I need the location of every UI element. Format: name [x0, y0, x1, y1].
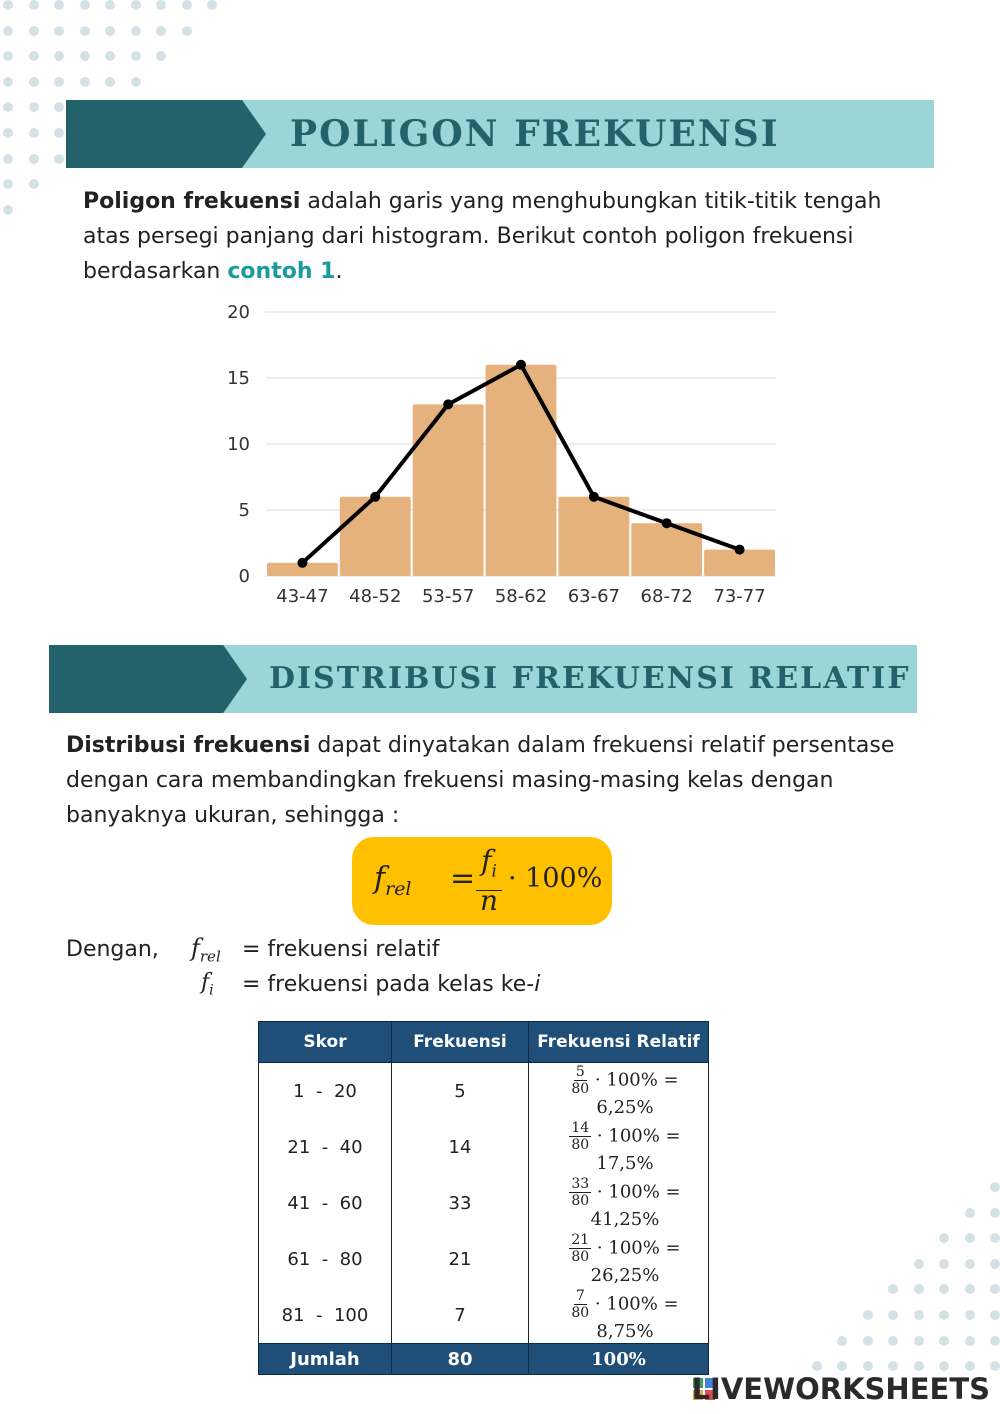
decorative-dot [863, 1361, 873, 1371]
decorative-dot [131, 26, 141, 36]
formula-rel-sub: rel [385, 878, 412, 900]
decorative-dot [54, 128, 64, 138]
decorative-dot [863, 1336, 873, 1346]
decorative-dot [914, 1336, 924, 1346]
cell-skor: 21 - 40 [259, 1119, 392, 1175]
polygon-point [662, 518, 672, 528]
cell-frekuensi: 14 [392, 1119, 529, 1175]
legend-symbol: f [201, 970, 210, 995]
section-banner-distribusi [49, 645, 917, 713]
cell-skor: 61 - 80 [259, 1231, 392, 1287]
formula-fi: f [481, 844, 492, 877]
legend-subscript: rel [199, 947, 221, 966]
decorative-dot [914, 1259, 924, 1269]
table-footer-row [259, 1344, 709, 1375]
decorative-dot [182, 0, 192, 10]
relative-frequency-table [258, 1021, 709, 1375]
decorative-dot [990, 1259, 1000, 1269]
decorative-dot [939, 1259, 949, 1269]
table-row [259, 1119, 709, 1175]
decorative-dot [990, 1182, 1000, 1192]
footer-percent: 100% [529, 1344, 709, 1375]
contoh-link[interactable]: contoh 1 [227, 259, 336, 284]
liveworksheets-brand: LIVEWORKSHEETS [691, 1372, 990, 1406]
relative-value: · 100% = 17,5% [596, 1125, 681, 1174]
formula-lhs [374, 861, 412, 900]
relative-value: · 100% = 26,25% [590, 1237, 681, 1286]
table-header-row [259, 1022, 709, 1063]
decorative-dot [990, 1233, 1000, 1243]
polygon-point [735, 545, 745, 555]
footer-total: 80 [392, 1344, 529, 1375]
fraction-denominator: 80 [571, 1193, 590, 1209]
decorative-dot [29, 77, 39, 87]
decorative-dot [80, 0, 90, 10]
decorative-dot [939, 1361, 949, 1371]
fraction-numerator: 5 [575, 1064, 585, 1080]
fraction-numerator: 7 [575, 1288, 585, 1304]
legend-intro: Dengan, [66, 937, 159, 962]
decorative-dot [3, 102, 13, 112]
relative-value: · 100% = 6,25% [594, 1069, 679, 1118]
decorative-dot [156, 51, 166, 61]
legend-symbol: f [191, 934, 200, 962]
histogram-bar [558, 497, 629, 576]
term-distribusi: Distribusi frekuensi [66, 733, 311, 758]
decorative-dot [54, 26, 64, 36]
cell-skor: 41 - 60 [259, 1175, 392, 1231]
decorative-dot [990, 1284, 1000, 1294]
distribusi-definition [66, 728, 896, 833]
cell-frekuensi: 33 [392, 1175, 529, 1231]
decorative-dot [105, 77, 115, 87]
relative-value: · 100% = 8,75% [594, 1293, 679, 1342]
cell-frekuensi-relatif [529, 1231, 709, 1287]
decorative-dot [939, 1336, 949, 1346]
fraction-numerator: 33 [571, 1176, 590, 1192]
legend-desc-frel: = frekuensi relatif [242, 937, 440, 962]
decorative-dot [29, 102, 39, 112]
decorative-dot [939, 1233, 949, 1243]
decorative-dot [29, 179, 39, 189]
polygon-point [589, 492, 599, 502]
table-row [259, 1175, 709, 1231]
x-tick-label: 58-62 [494, 586, 548, 607]
fraction-numerator: 21 [571, 1232, 590, 1248]
poligon-definition-text: adalah garis yang menghubungkan titik-titik tengah atas persegi panjang dari histogram. Berikut contoh poligon frekuensi berdasarkan [83, 189, 882, 284]
decorative-dot [965, 1284, 975, 1294]
x-tick-label: 68-72 [640, 586, 693, 607]
decorative-dot [105, 26, 115, 36]
section-banner-poligon [66, 100, 934, 168]
relative-frequency-formula [352, 837, 612, 925]
fraction-denominator: 80 [571, 1249, 590, 1265]
decorative-dot [54, 154, 64, 164]
cell-skor: 1 - 20 [259, 1063, 392, 1120]
formula-rhs: · 100% [508, 863, 603, 894]
banner-accent-shape [66, 100, 266, 168]
decorative-dot [80, 51, 90, 61]
decorative-dot [156, 26, 166, 36]
legend-desc-fi [242, 972, 540, 997]
decorative-dot [965, 1336, 975, 1346]
cell-frekuensi: 21 [392, 1231, 529, 1287]
y-tick-label: 20 [227, 302, 250, 323]
decorative-dot [3, 77, 13, 87]
table-row [259, 1287, 709, 1344]
footer-jumlah: Jumlah [259, 1344, 392, 1375]
decorative-dot [207, 0, 217, 10]
decorative-dot [105, 51, 115, 61]
decorative-dot [3, 26, 13, 36]
decorative-dot [54, 0, 64, 10]
fraction [569, 1232, 591, 1265]
polygon-point [297, 558, 307, 568]
section-title-poligon: POLIGON FREKUENSI [290, 113, 780, 155]
cell-frekuensi-relatif [529, 1287, 709, 1344]
x-tick-label: 53-57 [421, 586, 475, 607]
y-tick-label: 15 [227, 368, 250, 389]
decorative-dot [80, 26, 90, 36]
y-tick-label: 10 [227, 434, 250, 455]
header-frekuensi: Frekuensi [392, 1022, 529, 1063]
polygon-point [370, 492, 380, 502]
decorative-dot [914, 1284, 924, 1294]
decorative-dot [3, 128, 13, 138]
decorative-dot [29, 26, 39, 36]
decorative-dot [888, 1310, 898, 1320]
distribusi-definition-text: dapat dinyatakan dalam frekuensi relatif persentase dengan cara membandingkan frekuensi masing-masing kelas dengan banyaknya ukuran, sehingga : [66, 733, 895, 828]
histogram-bar [340, 497, 411, 576]
decorative-dot [80, 77, 90, 87]
decorative-dot [182, 26, 192, 36]
fraction [569, 1120, 591, 1153]
decorative-dot [939, 1284, 949, 1294]
fraction [571, 1288, 589, 1321]
decorative-dot [3, 154, 13, 164]
decorative-dot [990, 1208, 1000, 1218]
decorative-dot [812, 1361, 822, 1371]
fraction-denominator: 80 [571, 1137, 590, 1153]
decorative-dot [965, 1310, 975, 1320]
decorative-dot [29, 128, 39, 138]
legend-item-frel [191, 934, 221, 965]
section-title-distribusi: DISTRIBUSI FREKUENSI RELATIF [269, 661, 911, 696]
decorative-dot [965, 1361, 975, 1371]
decorative-dot [837, 1361, 847, 1371]
header-skor: Skor [259, 1022, 392, 1063]
decorative-dot [131, 77, 141, 87]
decorative-dot [131, 0, 141, 10]
fraction [571, 1064, 589, 1097]
relative-value: · 100% = 41,25% [590, 1181, 681, 1230]
decorative-dot [29, 51, 39, 61]
decorative-dot [888, 1336, 898, 1346]
formula-f: f [374, 861, 386, 896]
histogram-bar [413, 404, 484, 576]
decorative-dot [837, 1336, 847, 1346]
decorative-dot [990, 1310, 1000, 1320]
x-tick-label: 48-52 [349, 586, 402, 607]
decorative-dot [54, 102, 64, 112]
decorative-dot [156, 0, 166, 10]
table-row [259, 1231, 709, 1287]
decorative-dot [54, 77, 64, 87]
decorative-dot [131, 51, 141, 61]
legend-subscript: i [209, 982, 214, 999]
fraction-denominator: 80 [571, 1305, 590, 1321]
table-row [259, 1063, 709, 1120]
formula-denominator: n [479, 884, 499, 917]
decorative-dot [965, 1233, 975, 1243]
fraction-denominator: 80 [571, 1081, 590, 1097]
term-poligon: Poligon frekuensi [83, 189, 301, 214]
cell-skor: 81 - 100 [259, 1287, 392, 1344]
banner-accent-shape [49, 645, 247, 713]
decorative-dot [914, 1310, 924, 1320]
cell-frekuensi-relatif [529, 1119, 709, 1175]
legend-desc-italic: i [534, 972, 541, 997]
decorative-dot [29, 154, 39, 164]
y-tick-label: 5 [238, 500, 250, 521]
decorative-dot [990, 1336, 1000, 1346]
cell-frekuensi-relatif [529, 1063, 709, 1120]
decorative-dot [3, 0, 13, 10]
frequency-polygon-chart [215, 295, 795, 615]
formula-i-sub: i [491, 861, 497, 882]
header-frekuensi-relatif: Frekuensi Relatif [529, 1022, 709, 1063]
decorative-dot [105, 0, 115, 10]
decorative-dot [914, 1361, 924, 1371]
decorative-dot [863, 1310, 873, 1320]
decorative-dot [3, 205, 13, 215]
legend-desc-text: = frekuensi pada kelas ke- [242, 972, 535, 997]
cell-frekuensi: 5 [392, 1063, 529, 1120]
decorative-dot [888, 1284, 898, 1294]
decorative-dot [965, 1208, 975, 1218]
polygon-point [516, 360, 526, 370]
decorative-dot [54, 51, 64, 61]
decorative-dot [990, 1361, 1000, 1371]
polygon-point [443, 399, 453, 409]
legend-item-fi [201, 970, 214, 998]
decorative-dot [29, 0, 39, 10]
decorative-dot [888, 1361, 898, 1371]
x-tick-label: 63-67 [567, 586, 621, 607]
period: . [335, 259, 343, 284]
x-tick-label: 73-77 [713, 586, 766, 607]
x-tick-label: 43-47 [276, 586, 329, 607]
histogram-bar [486, 365, 557, 576]
y-tick-label: 0 [238, 566, 250, 587]
decorative-dot [3, 179, 13, 189]
decorative-dot [3, 51, 13, 61]
poligon-definition [83, 184, 923, 289]
fraction [569, 1176, 591, 1209]
decorative-dot [965, 1259, 975, 1269]
formula-equals: = [450, 861, 476, 896]
cell-frekuensi-relatif [529, 1175, 709, 1231]
decorative-dot [939, 1310, 949, 1320]
fraction-numerator: 14 [571, 1120, 590, 1136]
cell-frekuensi: 7 [392, 1287, 529, 1344]
